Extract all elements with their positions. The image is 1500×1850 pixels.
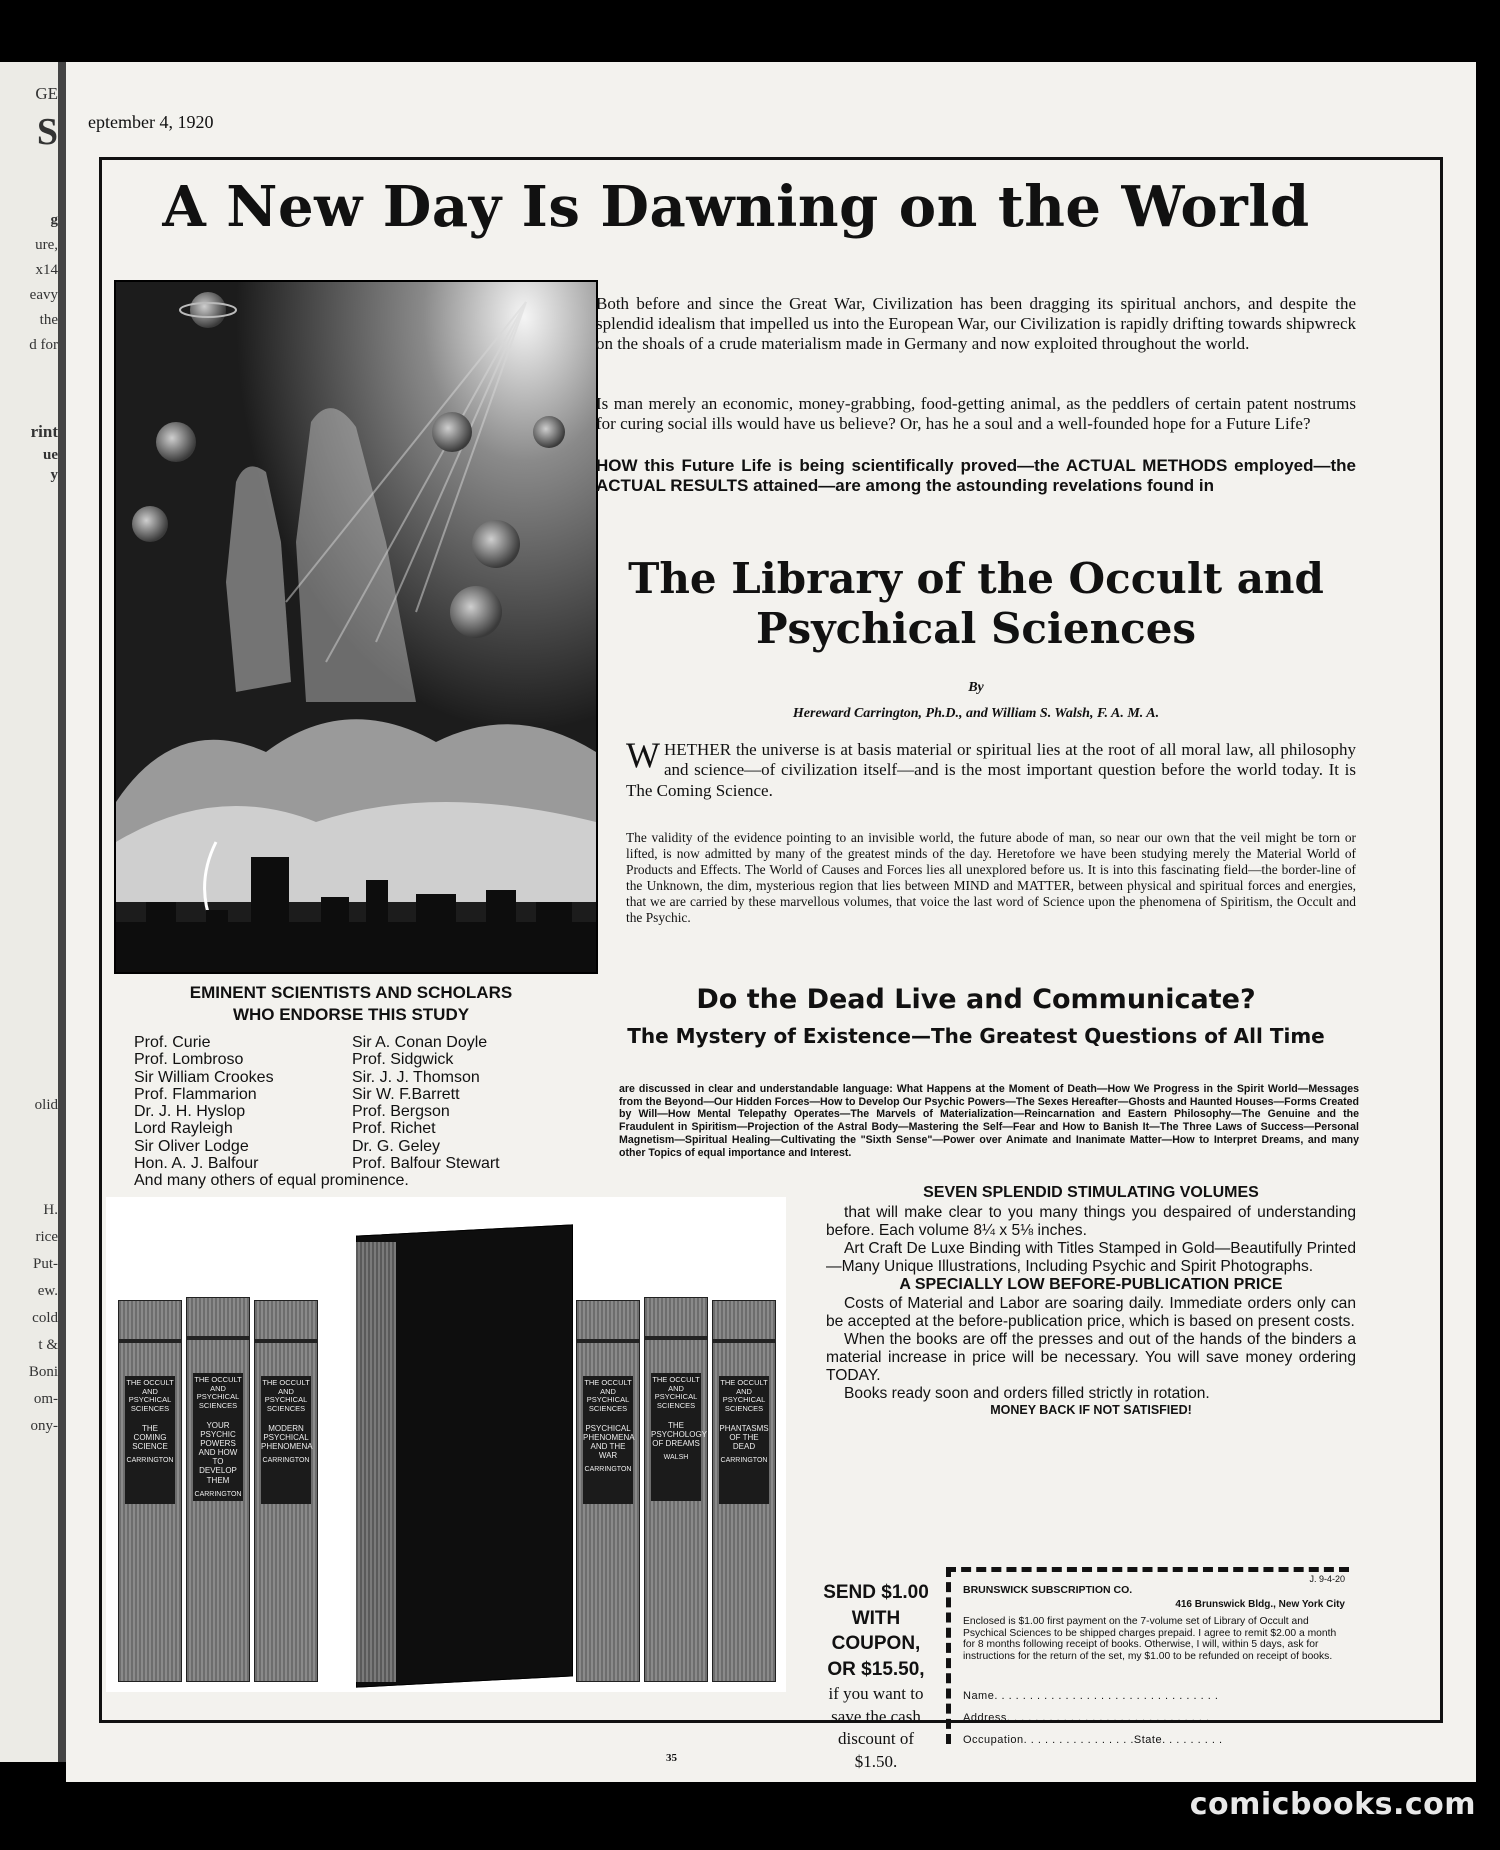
facing-page-strip bbox=[0, 62, 60, 1762]
endorser-name: Prof. Bergson bbox=[352, 1103, 450, 1121]
spine-label bbox=[651, 1373, 708, 1501]
magazine-page bbox=[66, 62, 1476, 1782]
margin-fragment: eavy bbox=[29, 287, 58, 303]
coupon-address: 416 Brunswick Bldg., New York City bbox=[1175, 1599, 1345, 1610]
margin-fragment: x14 bbox=[35, 262, 58, 278]
sales-paragraph: Costs of Material and Labor are soaring daily. Immediate orders only can be accepted at the before-publication price, which is based on present costs. bbox=[826, 1294, 1356, 1330]
spine-series: THE OCCULT AND PSYCHICAL SCIENCES bbox=[194, 1375, 242, 1410]
page-date: eptember 4, 1920 bbox=[88, 112, 214, 132]
endorser-name: Sir A. Conan Doyle bbox=[352, 1034, 488, 1051]
spine-label bbox=[193, 1373, 243, 1501]
spine-title: MODERN PSYCHICAL PHENOMENA bbox=[261, 1423, 313, 1451]
margin-fragment: Put- bbox=[32, 1256, 58, 1272]
spine-title: PHANTASMS OF THE DEAD bbox=[719, 1423, 769, 1451]
order-coupon[interactable] bbox=[946, 1567, 1349, 1744]
endorser-name: Sir William Crookes bbox=[134, 1068, 274, 1086]
endorse-heading-line-2: WHO ENDORSE THIS STUDY bbox=[232, 1005, 470, 1025]
book-volume bbox=[576, 1300, 640, 1682]
spine-series: THE OCCULT AND PSYCHICAL SCIENCES bbox=[720, 1378, 768, 1413]
margin-fragment: ue bbox=[43, 447, 58, 463]
dead-question-heading: Do the Dead Live and Communicate? bbox=[696, 984, 1256, 1015]
sales-paragraph: Books ready soon and orders filled strictly in rotation. bbox=[844, 1385, 1210, 1403]
authors: Hereward Carrington, Ph.D., and William S. Walsh, F. A. M. A. bbox=[792, 706, 1160, 721]
coupon-company: BRUNSWICK SUBSCRIPTION CO. bbox=[963, 1584, 1133, 1596]
page-gutter bbox=[58, 62, 66, 1762]
sales-copy bbox=[826, 1204, 1356, 1418]
margin-fragment: GE bbox=[35, 84, 58, 103]
coupon-address-field[interactable]: Address. . . . . . . . . . . . . . . . . . . . . . . . . . . . . bbox=[963, 1712, 1210, 1724]
endorser-name: Sir. J. J. Thomson bbox=[352, 1068, 480, 1086]
spine-author: CARRINGTON bbox=[262, 1457, 310, 1465]
endorser-name: Lord Rayleigh bbox=[134, 1120, 233, 1138]
book-volume bbox=[712, 1300, 776, 1682]
spine-series: THE OCCULT AND PSYCHICAL SCIENCES bbox=[652, 1375, 700, 1410]
spirit-illustration-art bbox=[116, 282, 596, 972]
endorser-name: Prof. Balfour Stewart bbox=[352, 1154, 500, 1172]
margin-fragment: the bbox=[39, 312, 58, 328]
spine-band bbox=[119, 1339, 181, 1343]
book-volume bbox=[186, 1297, 250, 1682]
coupon-name-field[interactable]: Name. . . . . . . . . . . . . . . . . . . . . . . . . . . . . . . . bbox=[963, 1690, 1219, 1702]
book-volume bbox=[644, 1297, 708, 1682]
margin-fragment: ure, bbox=[35, 237, 58, 253]
book-set-photo bbox=[106, 1197, 786, 1692]
spine-band bbox=[577, 1339, 639, 1343]
endorser-name: Hon. A. J. Balfour bbox=[134, 1154, 259, 1172]
spine-series: THE OCCULT AND PSYCHICAL SCIENCES bbox=[584, 1378, 632, 1413]
intro-paragraph-3: HOW this Future Life is being scientifically proved—the ACTUAL METHODS employed—the ACTUAL RESULTS attained—are among the astounding revelations found in bbox=[596, 456, 1356, 496]
drop-cap: W bbox=[626, 735, 660, 775]
intro-paragraph-1: Both before and since the Great War, Civilization has been dragging its spiritual anchors, and despite the splendid idealism that impelled us into the European War, our Civilization is rapidly drifting towards shipwreck on the shoals of a crude materialism made in Germany and now exploited throughout the world. bbox=[596, 294, 1356, 354]
spine-title: YOUR PSYCHIC POWERS AND HOW TO DEVELOP THEM bbox=[198, 1420, 238, 1485]
intro-paragraph-2: Is man merely an economic, money-grabbing, food-getting animal, as the peddlers of certain patent nostrums for curing social ills would have us believe? Or, has he a soul and a well-founded hope for a Future Life? bbox=[596, 394, 1356, 434]
send-offer bbox=[821, 1580, 931, 1774]
endorser-name: Dr. G. Geley bbox=[352, 1137, 441, 1155]
topics-list: are discussed in clear and understandable language: What Happens at the Moment of Death—How We Progress in the Spirit World—Messages from the Beyond—Our Hidden Forces—How to Develop Our Psychic Powers—The Sexes Hereafter—Ghosts and Haunted Houses—Forms Created by Will—How Mental Telepathy Operates—The Marvels of Materialization—Reincarnation and Eastern Philosophy—The Genuine and the Fraudulent in Spiritism—Projection of the Astral Body—Mastering the Self—Fear and How to Banish It—The Three Laws of Success—Personal Magnetism—Spiritual Healing—Cultivating the "Sixth Sense"—Power over Animate and Inanimate Matter—How to Interpret Dreams, and many other Topics of equal importance and Interest. bbox=[619, 1083, 1359, 1159]
whether-paragraph bbox=[626, 735, 1356, 801]
spine-title: THE PSYCHOLOGY OF DREAMS bbox=[651, 1420, 708, 1448]
margin-fragment: rint bbox=[30, 422, 58, 441]
margin-fragment: y bbox=[50, 467, 58, 483]
margin-fragment: rice bbox=[35, 1229, 58, 1245]
volumes-heading: SEVEN SPLENDID STIMULATING VOLUMES bbox=[923, 1184, 1259, 1201]
sales-paragraph: When the books are off the presses and out of the hands of the binders a material increase in price will be necessary. You will save money ordering TODAY. bbox=[826, 1331, 1356, 1385]
margin-fragment: Boni bbox=[28, 1364, 58, 1380]
send-offer-bold: SEND $1.00 WITH COUPON, OR $15.50, bbox=[823, 1582, 929, 1680]
margin-fragment: t & bbox=[38, 1337, 58, 1353]
spine-label bbox=[125, 1376, 175, 1504]
endorser-list-right bbox=[352, 1034, 500, 1172]
endorser-name: Prof. Curie bbox=[134, 1034, 211, 1051]
endorser-name: Prof. Flammarion bbox=[134, 1085, 257, 1103]
whether-text: HETHER the universe is at basis material or spiritual lies at the root of all moral law, all philosophy and science—of civilization itself—and is the most important question before the world today. It is The Coming Science. bbox=[626, 740, 1356, 800]
spine-title: THE COMING SCIENCE bbox=[132, 1423, 168, 1451]
byline-label: By bbox=[968, 680, 984, 695]
spine-label bbox=[261, 1376, 311, 1504]
spine-author: CARRINGTON bbox=[584, 1466, 632, 1474]
margin-fragment: cold bbox=[32, 1310, 58, 1326]
money-back-guarantee: MONEY BACK IF NOT SATISFIED! bbox=[990, 1403, 1192, 1418]
coupon-terms: Enclosed is $1.00 first payment on the 7-volume set of Library of Occult and Psychical Sciences to be shipped charges prepaid. I agree to remit $2.00 a month for 8 months following receipt of books. Otherwise, I will, within 5 days, ask for instructions for the return of the set, my $1.00 to be refunded on receipt of books. bbox=[963, 1616, 1337, 1662]
top-border bbox=[0, 0, 1500, 62]
spine-author: CARRINGTON bbox=[720, 1457, 768, 1465]
headline: A New Day Is Dawning on the World bbox=[162, 174, 1310, 240]
spine-band bbox=[187, 1336, 249, 1340]
margin-fragment: H. bbox=[43, 1202, 58, 1218]
endorser-name: Prof. Richet bbox=[352, 1120, 436, 1138]
book-volume bbox=[118, 1300, 182, 1682]
margin-fragment: g bbox=[50, 212, 58, 228]
margin-fragment: S bbox=[36, 111, 58, 153]
endorser-name: Dr. J. H. Hyslop bbox=[134, 1103, 246, 1121]
endorse-heading-line-1: EMINENT SCIENTISTS AND SCHOLARS bbox=[189, 983, 513, 1002]
spine-series: THE OCCULT AND PSYCHICAL SCIENCES bbox=[126, 1378, 174, 1413]
open-book-spine bbox=[356, 1242, 396, 1682]
page-number: 35 bbox=[666, 1752, 677, 1764]
spine-label bbox=[719, 1376, 769, 1504]
validity-paragraph: The validity of the evidence pointing to an invisible world, the future abode of man, so near our own that the veil might be torn or lifted, is now admitted by many of the greatest minds of the day. Heretofore we have been studying merely the Material World of Products and Effects. The World of Causes and Forces lies all unexplored before us. It is into this fascinating field—the border-line of the Unknown, the dim, mysterious region that lies between MIND and MATTER, between physical and spiritual forces and energies, that we are carried by these marvellous volumes, that voice the last word of Science upon the phenomena of Spiritism, the Occult and the Psychic. bbox=[626, 830, 1356, 926]
send-offer-rest: if you want to save the cash discount of $1.50. bbox=[828, 1683, 924, 1772]
endorser-footnote: And many others of equal prominence. bbox=[134, 1172, 409, 1189]
spine-band bbox=[255, 1339, 317, 1343]
margin-fragment: d for bbox=[29, 337, 58, 353]
spirit-illustration bbox=[114, 280, 598, 974]
endorser-name: Sir W. F.Barrett bbox=[352, 1085, 460, 1103]
spine-label bbox=[583, 1376, 633, 1504]
endorser-list-left bbox=[134, 1034, 274, 1172]
spine-author: CARRINGTON bbox=[194, 1490, 242, 1498]
site-watermark: comicbooks.com bbox=[1189, 1787, 1476, 1822]
margin-fragment: ony- bbox=[30, 1418, 58, 1434]
coupon-occupation-field[interactable]: Occupation. . . . . . . . . . . . . . . .State. . . . . . . . . bbox=[963, 1734, 1223, 1746]
spine-title: PSYCHICAL PHENOMENA AND THE WAR bbox=[583, 1423, 635, 1461]
coupon-code: J. 9-4-20 bbox=[1309, 1574, 1345, 1584]
book-volume bbox=[254, 1300, 318, 1682]
endorser-name: Prof. Lombroso bbox=[134, 1051, 244, 1069]
endorser-name: Prof. Sidgwick bbox=[352, 1051, 454, 1069]
margin-fragment: om- bbox=[33, 1391, 58, 1407]
endorse-heading bbox=[116, 982, 586, 1026]
margin-fragment: ew. bbox=[37, 1283, 58, 1299]
spine-band bbox=[645, 1336, 707, 1340]
mystery-heading: The Mystery of Existence—The Greatest Questions of All Time bbox=[627, 1024, 1325, 1048]
spine-author: WALSH bbox=[663, 1454, 689, 1462]
endorser-name: Sir Oliver Lodge bbox=[134, 1137, 249, 1155]
sales-paragraph: that will make clear to you many things you despaired of understanding before. Each volume 8¼ x 5⅛ inches. bbox=[826, 1204, 1356, 1240]
spine-series: THE OCCULT AND PSYCHICAL SCIENCES bbox=[262, 1378, 310, 1413]
spine-author: CARRINGTON bbox=[126, 1457, 174, 1465]
spine-band bbox=[713, 1339, 775, 1343]
sales-paragraph: Art Craft De Luxe Binding with Titles Stamped in Gold—Beautifully Printed—Many Unique Illustrations, Including Psychic and Spirit Photographs. bbox=[826, 1240, 1356, 1276]
margin-fragment: olid bbox=[34, 1097, 58, 1113]
price-heading: A SPECIALLY LOW BEFORE-PUBLICATION PRICE bbox=[899, 1276, 1283, 1294]
library-title: The Library of the Occult and Psychical Sciences bbox=[628, 554, 1324, 653]
